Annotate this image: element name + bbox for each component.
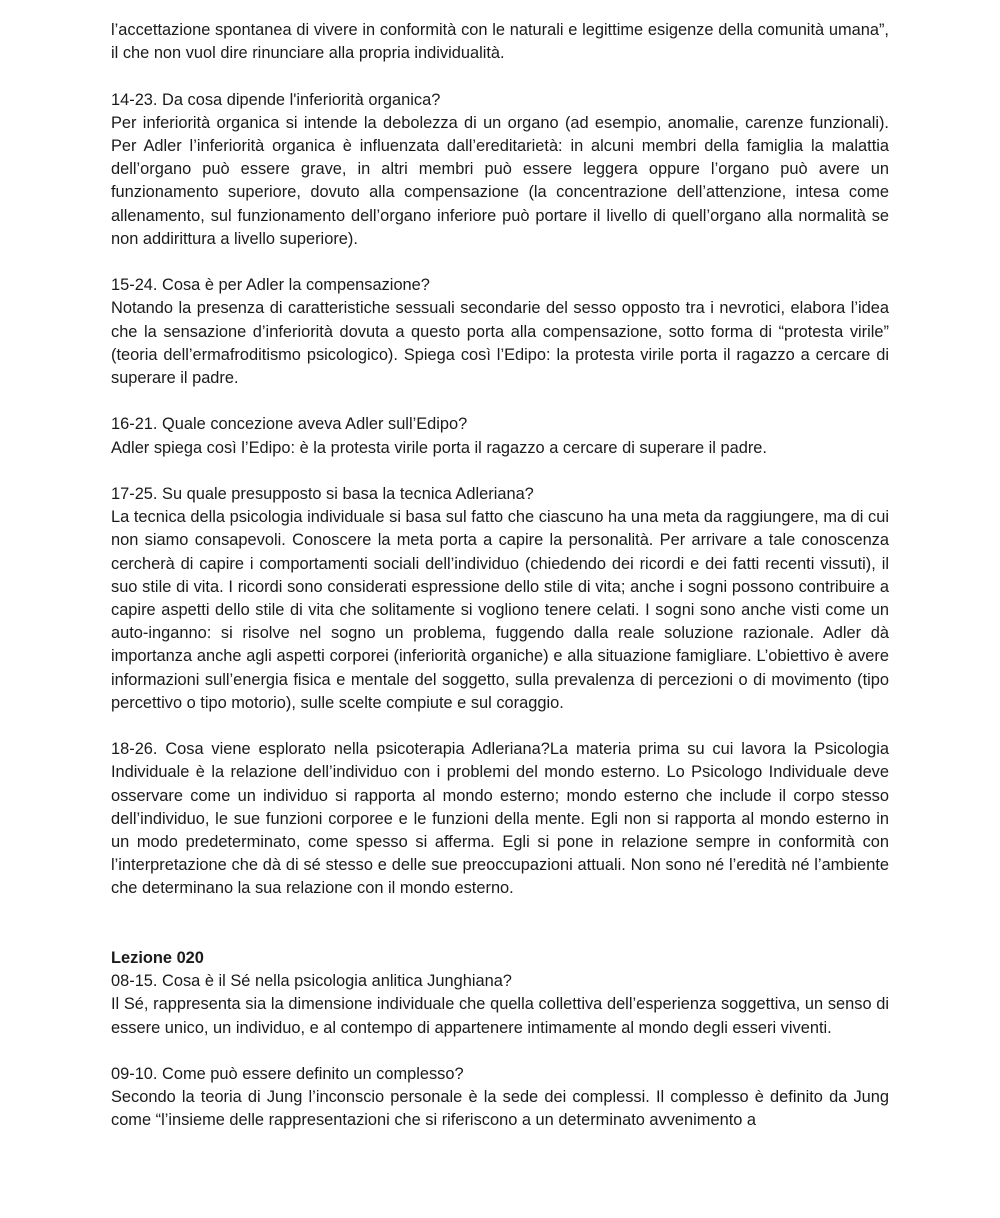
qa-item-08-15 xyxy=(111,970,889,1040)
document-page xyxy=(111,19,889,1133)
spacer xyxy=(111,1040,889,1063)
spacer xyxy=(111,65,889,88)
question-text: 08-15. Cosa è il Sé nella psicologia anlitica Junghiana? xyxy=(111,972,512,991)
qa-item-18-26: 18-26. Cosa viene esplorato nella psicoterapia Adleriana?La materia prima su cui lavora la Psicologia Individuale è la relazione dell’individuo con i problemi del mondo esterno. Lo Psicologo Individuale deve osservare come un individuo si rapporta al mondo esterno; mondo esterno che include il corpo stesso dell’individuo, le sue funzioni corporee e le funzioni della mente. Egli non si rapporta al mondo esterno in un modo predeterminato, come spesso si afferma. Egli si pone in relazione sempre in conformità con l’interpretazione che dà di sé stesso e delle sue preoccupazioni attuali. Non sono né l’eredità né l’ambiente che determinano la sua relazione con il mondo esterno. xyxy=(111,740,889,898)
answer-text: Per inferiorità organica si intende la debolezza di un organo (ad esempio, anomalie, carenze funzionali). Per Adler l’inferiorità organica è influenzata dall’ereditarietà: in alcuni membri della famiglia la malattia dell’organo può essere grave, in altri membri può essere leggera oppure l’organo può avere un funzionamento superiore, dovuto alla compensazione (la concentrazione dell’attenzione, intesa come allenamento, sul funzionamento dell’organo inferiore può portare il livello di quell’organo alla normalità se non addirittura a livello superiore). xyxy=(111,113,889,248)
answer-text: Secondo la teoria di Jung l’inconscio personale è la sede dei complessi. Il complesso è definito da Jung come “l’insieme delle rappresentazioni che si riferiscono a un determinato avvenimento a xyxy=(111,1088,889,1130)
intro-paragraph: l’accettazione spontanea di vivere in conformità con le naturali e legittime esigenze della comunità umana”, il che non vuol dire rinunciare alla propria individualità. xyxy=(111,21,889,63)
qa-item-09-10 xyxy=(111,1063,889,1133)
qa-item-16-21 xyxy=(111,413,889,459)
question-text: 17-25. Su quale presupposto si basa la tecnica Adleriana? xyxy=(111,485,534,503)
question-text: 16-21. Quale concezione aveva Adler sull’Edipo? xyxy=(111,415,468,434)
answer-text: Notando la presenza di caratteristiche sessuali secondarie del sesso opposto tra i nevrotici, elabora l’idea che la sensazione d’inferiorità dovuta a questo porta alla compensazione, sotto forma di “protesta virile” (teoria dell’ermafroditismo psicologico). Spiega così l’Edipo: la protesta virile porta il ragazzo a cercare di superare il padre. xyxy=(111,299,889,388)
spacer xyxy=(111,251,889,274)
question-text: 09-10. Come può essere definito un complesso? xyxy=(111,1065,464,1084)
spacer xyxy=(111,715,889,738)
answer-text: La tecnica della psicologia individuale si basa sul fatto che ciascuno ha una meta da raggiungere, ma di cui non siamo consapevoli. Conoscere la meta porta a capire la personalità. Per arrivare a tale conoscenza cercherà di capire i comportamenti sociali dell’individuo (chiedendo dei ricordi e dei fatti recenti vissuti), il suo stile di vita. I ricordi sono considerati espressione dello stile di vita; anche i sogni possono contribuire a capire aspetti dello stile di vita che solitamente si vogliono tenere celati. I sogni sono anche visti come un auto-inganno: si risolve nel sogno un problema, fuggendo dalla reale soluzione razionale. Adler dà importanza anche agli aspetti corporei (inferiorità organiche) e alla situazione famigliare. L’obiettivo è avere informazioni sull’energia fisica e mentale del soggetto, sulla prevalenza di percezioni o di movimento (tipo percettivo o tipo motorio), sulle scelte compiute e sul coraggio. xyxy=(111,508,889,712)
spacer xyxy=(111,390,889,413)
qa-item-17-25 xyxy=(111,483,889,715)
qa-item-14-23 xyxy=(111,89,889,251)
lesson-section xyxy=(111,947,889,1133)
qa-item-15-24 xyxy=(111,274,889,390)
question-text: 15-24. Cosa è per Adler la compensazione? xyxy=(111,276,430,295)
lesson-title: Lezione 020 xyxy=(111,949,204,968)
spacer xyxy=(111,460,889,483)
question-text: 14-23. Da cosa dipende l'inferiorità organica? xyxy=(111,90,441,109)
answer-text: Adler spiega così l’Edipo: è la protesta virile porta il ragazzo a cercare di superare il padre. xyxy=(111,438,767,457)
answer-text: Il Sé, rappresenta sia la dimensione individuale che quella collettiva dell’esperienza soggettiva, un senso di essere unico, un individuo, e al contempo di appartenere intimamente al mondo degli esseri viventi. xyxy=(111,995,889,1037)
spacer xyxy=(111,901,889,947)
